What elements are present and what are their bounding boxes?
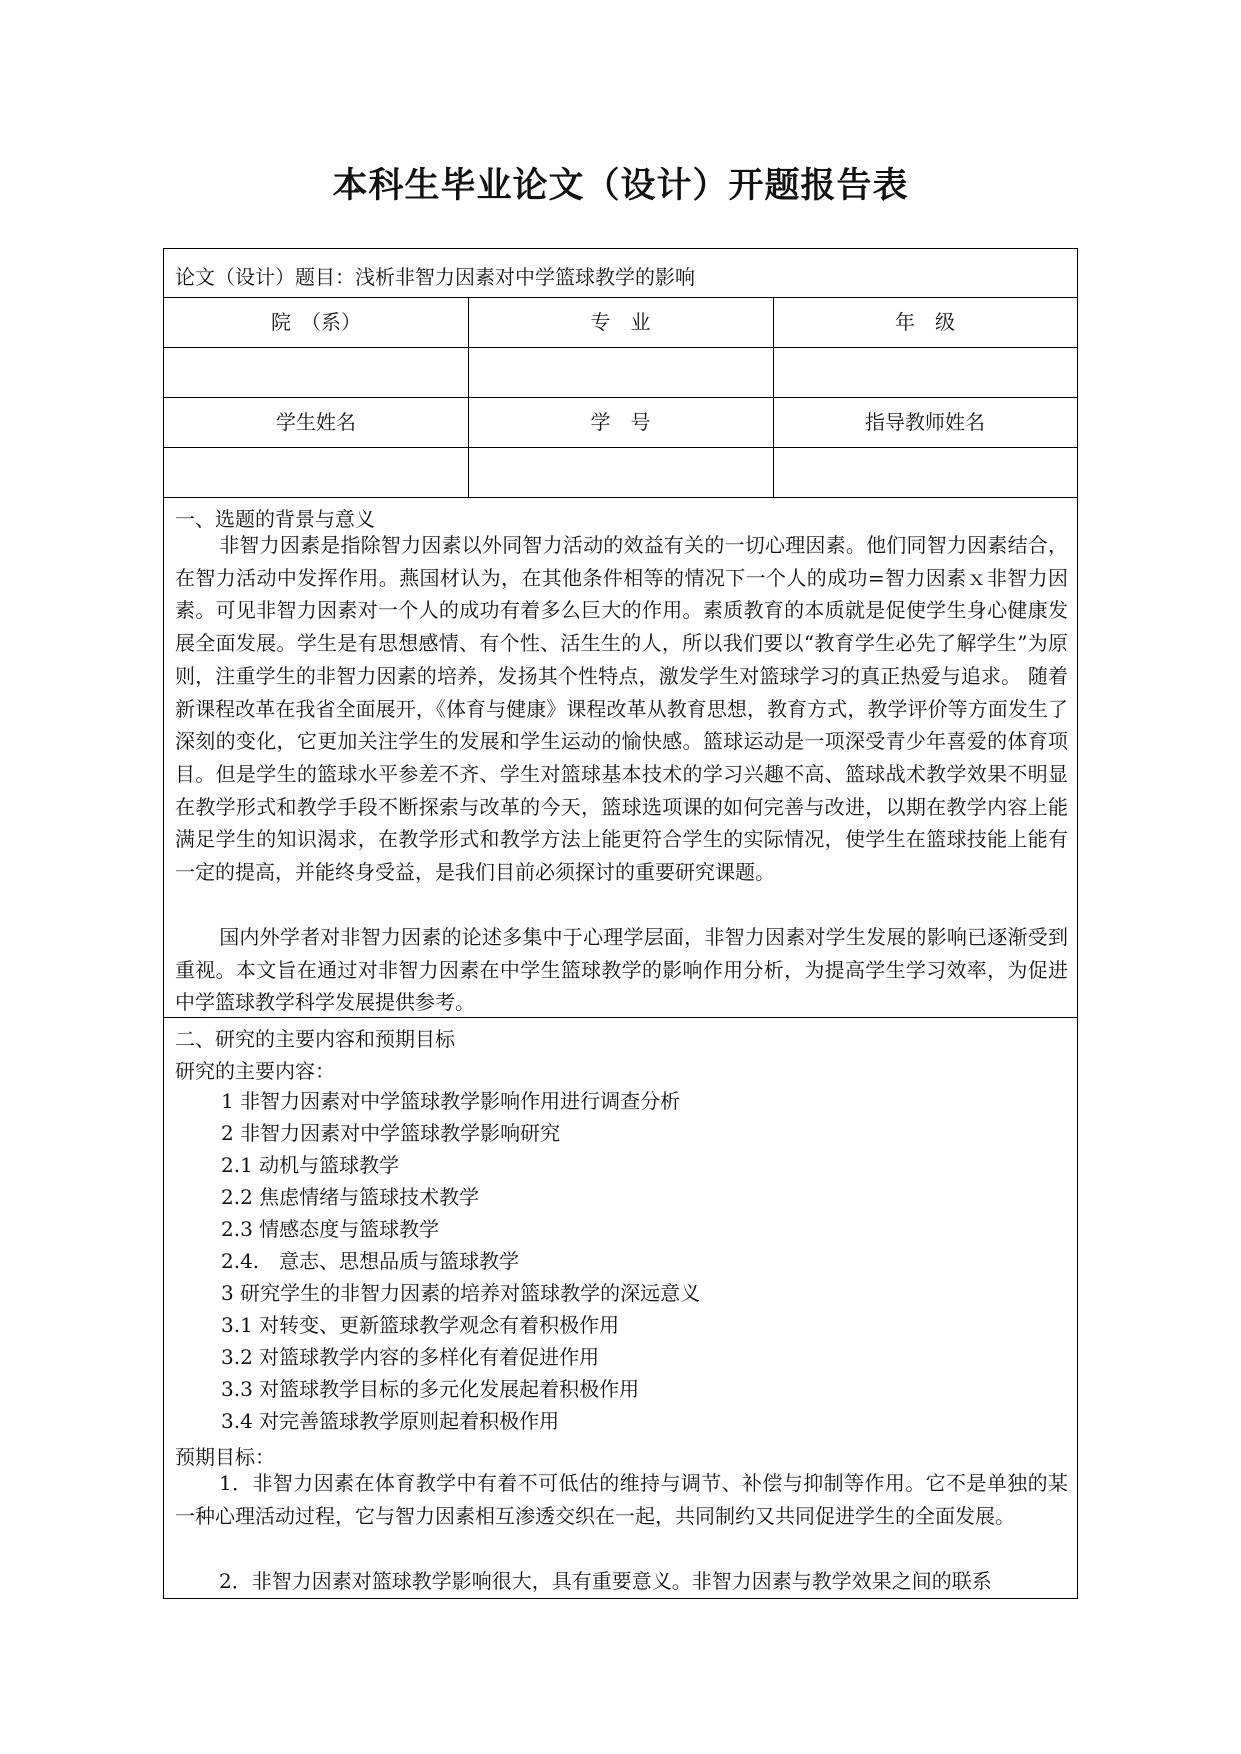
list-item: 3.2 对篮球教学内容的多样化有着促进作用: [221, 1345, 600, 1369]
list-item: 3 研究学生的非智力因素的培养对篮球教学的深远意义: [221, 1281, 701, 1305]
student-id-field[interactable]: [468, 447, 773, 497]
header-grade: 年 级: [895, 310, 955, 334]
list-item: 3.4 对完善篮球教学原则起着积极作用: [221, 1409, 560, 1433]
header-advisor-name: 指导教师姓名: [865, 410, 985, 434]
department-value-field[interactable]: [164, 347, 468, 397]
page-title: 本科生毕业论文（设计）开题报告表: [332, 166, 909, 206]
background-paragraph-2-text: 国内外学者对非智力因素的论述多集中于心理学层面，非智力因素对学生发展的影响已逐渐受到重视。本文旨在通过对非智力因素在中学生篮球教学的影响作用分析，为提高学生学习效率，为促进中学篮球教学科学发展提供参考。: [175, 925, 1068, 1015]
background-paragraph-1-text: 非智力因素是指除智力因素以外同智力活动的效益有关的一切心理因素。他们同智力因素结合，在智力活动中发挥作用。燕国材认为，在其他条件相等的情况下一个人的成功=智力因素ｘ非智力因素。可见非智力因素对一个人的成功有着多么巨大的作用。素质教育的本质就是促使学生身心健康发展全面发展。学生是有思想感情、有个性、活生生的人，所以我们要以“教育学生必先了解学生”为原则，注重学生的非智力因素的培养，发扬其个性特点，激发学生对篮球学习的真正热爱与追求。 随着新课程改革在我省全面展开，《体育与健康》课程改革从教育思想，教育方式，教学评价等方面发生了深刻的变化，它更加关注学生的发展和学生运动的愉快感。篮球运动是一项深受青少年喜爱的体育项目。但是学生的篮球水平参差不齐、学生对篮球基本技术的学习兴趣不高、篮球战术教学效果不明显在教学形式和教学手段不断探索与改革的今天，篮球选项课的如何完善与改进，以期在教学内容上能满足学生的知识渴求，在教学形式和教学方法上能更符合学生的实际情况，使学生在篮球技能上能有一定的提高，并能终身受益，是我们目前必须探讨的重要研究课题。: [175, 533, 1068, 885]
background-paragraph-2: [175, 921, 1068, 1019]
section-heading-content-goals: 二、研究的主要内容和预期目标: [175, 1027, 455, 1051]
row-divider: [164, 497, 1077, 498]
student-name-field[interactable]: [164, 447, 468, 497]
header-department: 院 （系）: [271, 310, 361, 334]
header-student-id: 学 号: [590, 410, 651, 434]
expected-goal-2-text: 2．非智力因素对篮球教学影响很大，具有重要意义。非智力因素与教学效果之间的联系: [219, 1569, 992, 1593]
expected-goal-2: [175, 1565, 1068, 1598]
expected-goal-1-text: 1．非智力因素在体育教学中有着不可低估的维持与调节、补偿与抑制等作用。它不是单独的某一种心理活动过程，它与智力因素相互渗透交织在一起，共同制约又共同促进学生的全面发展。: [175, 1471, 1068, 1528]
research-contents-label: 研究的主要内容：: [175, 1059, 335, 1083]
list-item: 2.1 动机与篮球教学: [221, 1153, 400, 1177]
section-heading-background: 一、选题的背景与意义: [175, 507, 375, 531]
expected-goal-1: [175, 1467, 1068, 1532]
list-item: 3.3 对篮球教学目标的多元化发展起着积极作用: [221, 1377, 640, 1401]
background-paragraph-1: [175, 529, 1068, 889]
list-item: 1 非智力因素对中学篮球教学影响作用进行调查分析: [221, 1089, 681, 1113]
list-item: 2.2 焦虑情绪与篮球技术教学: [221, 1185, 480, 1209]
list-item: 2.3 情感态度与篮球教学: [221, 1217, 440, 1241]
advisor-name-field[interactable]: [773, 447, 1077, 497]
list-item: 2.4. 意志、思想品质与篮球教学: [221, 1249, 520, 1273]
major-value-field[interactable]: [468, 347, 773, 397]
list-item: 2 非智力因素对中学篮球教学影响研究: [221, 1121, 561, 1145]
grade-value-field[interactable]: [773, 347, 1077, 397]
list-item: 3.1 对转变、更新篮球教学观念有着积极作用: [221, 1313, 620, 1337]
expected-goals-label: 预期目标：: [175, 1445, 275, 1469]
header-student-name: 学生姓名: [276, 410, 356, 434]
thesis-topic: 论文（设计）题目：浅析非智力因素对中学篮球教学的影响: [175, 265, 695, 289]
report-form-table: [163, 248, 1078, 1599]
header-major: 专 业: [590, 310, 651, 334]
